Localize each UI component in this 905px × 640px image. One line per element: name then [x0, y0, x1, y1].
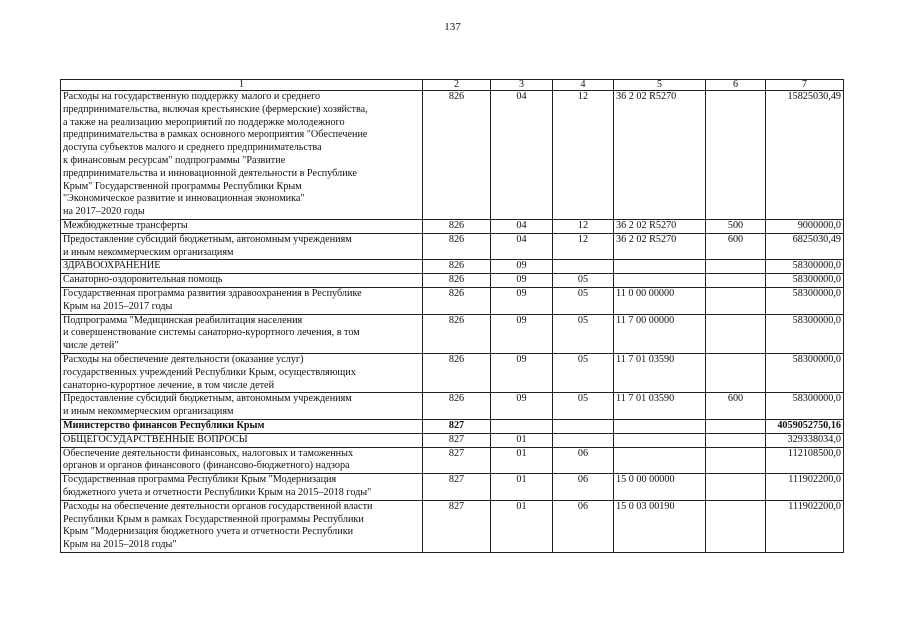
amount-cell: 58300000,0	[766, 353, 844, 392]
subsection-code-cell	[553, 433, 614, 447]
target-article-cell	[614, 447, 706, 474]
amount-cell: 111902200,0	[766, 500, 844, 552]
grbs-code-cell: 826	[423, 91, 491, 220]
section-code-cell: 09	[491, 274, 553, 288]
grbs-code-cell: 826	[423, 393, 491, 420]
table-row	[61, 260, 844, 274]
column-header: 5	[614, 80, 706, 91]
subsection-code-cell: 06	[553, 500, 614, 552]
expense-type-cell	[706, 419, 766, 433]
amount-cell: 58300000,0	[766, 287, 844, 314]
target-article-cell	[614, 433, 706, 447]
expense-type-cell	[706, 314, 766, 353]
row-name-cell: Расходы на государственную поддержку малого и среднего предпринимательства, включая крестьянские (фермерские) хозяйства, а также на реализацию мероприятий по поддержке молодежного предпринимательства в рамках основного мероприятия "Обеспечение доступа субъектов малого и среднего предпринимательства к финансовым ресурсам" подпрограммы "Развитие предпринимательства и инновационной деятельности в Республике Крым" Государственной программы Республики Крым "Экономическое развитие и инновационная экономика" на 2017–2020 годы	[61, 91, 423, 220]
amount-cell: 111902200,0	[766, 474, 844, 501]
grbs-code-cell: 826	[423, 314, 491, 353]
target-article-cell	[614, 419, 706, 433]
table-row	[61, 233, 844, 260]
row-name-cell: Расходы на обеспечение деятельности (оказание услуг) государственных учреждений Республики Крым, осуществляющих санаторно-курортное лечение, в том числе детей	[61, 353, 423, 392]
expense-type-cell: 500	[706, 219, 766, 233]
grbs-code-cell: 827	[423, 447, 491, 474]
subsection-code-cell: 05	[553, 314, 614, 353]
row-name-cell: ОБЩЕГОСУДАРСТВЕННЫЕ ВОПРОСЫ	[61, 433, 423, 447]
section-code-cell: 09	[491, 353, 553, 392]
grbs-code-cell: 826	[423, 287, 491, 314]
grbs-code-cell: 827	[423, 419, 491, 433]
target-article-cell: 36 2 02 R5270	[614, 219, 706, 233]
column-number-row	[61, 80, 844, 91]
row-name-cell: Подпрограмма "Медицинская реабилитация населения и совершенствование системы санаторно-курортного лечения, в том числе детей"	[61, 314, 423, 353]
grbs-code-cell: 826	[423, 274, 491, 288]
target-article-cell: 11 7 00 00000	[614, 314, 706, 353]
row-name-cell: Министерство финансов Республики Крым	[61, 419, 423, 433]
section-code-cell	[491, 419, 553, 433]
column-header: 1	[61, 80, 423, 91]
amount-cell: 4059052750,16	[766, 419, 844, 433]
target-article-cell: 11 7 01 03590	[614, 393, 706, 420]
target-article-cell: 15 0 00 00000	[614, 474, 706, 501]
column-header: 6	[706, 80, 766, 91]
column-header: 7	[766, 80, 844, 91]
amount-cell: 9000000,0	[766, 219, 844, 233]
grbs-code-cell: 827	[423, 433, 491, 447]
expense-type-cell	[706, 500, 766, 552]
amount-cell: 15825030,49	[766, 91, 844, 220]
expense-type-cell: 600	[706, 393, 766, 420]
amount-cell: 112108500,0	[766, 447, 844, 474]
row-name-cell: Межбюджетные трансферты	[61, 219, 423, 233]
expense-type-cell	[706, 433, 766, 447]
section-code-cell: 09	[491, 260, 553, 274]
row-name-cell: ЗДРАВООХРАНЕНИЕ	[61, 260, 423, 274]
grbs-code-cell: 826	[423, 353, 491, 392]
row-name-cell: Санаторно-оздоровительная помощь	[61, 274, 423, 288]
subsection-code-cell: 05	[553, 287, 614, 314]
table-row	[61, 447, 844, 474]
grbs-code-cell: 827	[423, 500, 491, 552]
table-row	[61, 91, 844, 220]
amount-cell: 58300000,0	[766, 274, 844, 288]
target-article-cell: 15 0 03 00190	[614, 500, 706, 552]
section-code-cell: 04	[491, 233, 553, 260]
grbs-code-cell: 826	[423, 219, 491, 233]
subsection-code-cell: 12	[553, 91, 614, 220]
amount-cell: 58300000,0	[766, 314, 844, 353]
amount-cell: 6825030,49	[766, 233, 844, 260]
expense-type-cell	[706, 274, 766, 288]
grbs-code-cell: 826	[423, 260, 491, 274]
budget-table	[60, 79, 844, 553]
subsection-code-cell: 06	[553, 447, 614, 474]
section-code-cell: 04	[491, 219, 553, 233]
section-code-cell: 01	[491, 433, 553, 447]
section-code-cell: 01	[491, 474, 553, 501]
subsection-code-cell: 12	[553, 219, 614, 233]
table-row	[61, 287, 844, 314]
subsection-code-cell	[553, 260, 614, 274]
subsection-code-cell	[553, 419, 614, 433]
grbs-code-cell: 826	[423, 233, 491, 260]
section-code-cell: 09	[491, 393, 553, 420]
table-row	[61, 219, 844, 233]
table-row	[61, 419, 844, 433]
target-article-cell	[614, 274, 706, 288]
column-header: 3	[491, 80, 553, 91]
row-name-cell: Государственная программа развития здравоохранения в Республике Крым на 2015–2017 годы	[61, 287, 423, 314]
section-code-cell: 09	[491, 314, 553, 353]
target-article-cell: 11 0 00 00000	[614, 287, 706, 314]
column-header: 2	[423, 80, 491, 91]
table-row	[61, 500, 844, 552]
budget-table-body	[61, 91, 844, 553]
expense-type-cell	[706, 447, 766, 474]
section-code-cell: 09	[491, 287, 553, 314]
page-number: 137	[444, 21, 461, 33]
amount-cell: 58300000,0	[766, 393, 844, 420]
target-article-cell: 11 7 01 03590	[614, 353, 706, 392]
section-code-cell: 01	[491, 447, 553, 474]
subsection-code-cell: 06	[553, 474, 614, 501]
table-row	[61, 393, 844, 420]
subsection-code-cell: 05	[553, 353, 614, 392]
row-name-cell: Обеспечение деятельности финансовых, налоговых и таможенных органов и органов финансового (финансово-бюджетного) надзора	[61, 447, 423, 474]
table-row	[61, 274, 844, 288]
amount-cell: 329338034,0	[766, 433, 844, 447]
section-code-cell: 01	[491, 500, 553, 552]
row-name-cell: Государственная программа Республики Крым "Модернизация бюджетного учета и отчетности Республики Крым на 2015–2018 годы"	[61, 474, 423, 501]
table-row	[61, 314, 844, 353]
expense-type-cell: 600	[706, 233, 766, 260]
row-name-cell: Предоставление субсидий бюджетным, автономным учреждениям и иным некоммерческим организациям	[61, 393, 423, 420]
row-name-cell: Предоставление субсидий бюджетным, автономным учреждениям и иным некоммерческим организациям	[61, 233, 423, 260]
subsection-code-cell: 05	[553, 393, 614, 420]
table-row	[61, 433, 844, 447]
amount-cell: 58300000,0	[766, 260, 844, 274]
expense-type-cell	[706, 260, 766, 274]
target-article-cell: 36 2 02 R5270	[614, 233, 706, 260]
grbs-code-cell: 827	[423, 474, 491, 501]
row-name-cell: Расходы на обеспечение деятельности органов государственной власти Республики Крым в рамках Государственной программы Республики Крым "Модернизация бюджетного учета и отчетности Республики Крым на 2015–2018 годы"	[61, 500, 423, 552]
target-article-cell	[614, 260, 706, 274]
table-row	[61, 353, 844, 392]
expense-type-cell	[706, 287, 766, 314]
section-code-cell: 04	[491, 91, 553, 220]
table-row	[61, 474, 844, 501]
column-header: 4	[553, 80, 614, 91]
target-article-cell: 36 2 02 R5270	[614, 91, 706, 220]
subsection-code-cell: 05	[553, 274, 614, 288]
subsection-code-cell: 12	[553, 233, 614, 260]
expense-type-cell	[706, 474, 766, 501]
expense-type-cell	[706, 91, 766, 220]
expense-type-cell	[706, 353, 766, 392]
